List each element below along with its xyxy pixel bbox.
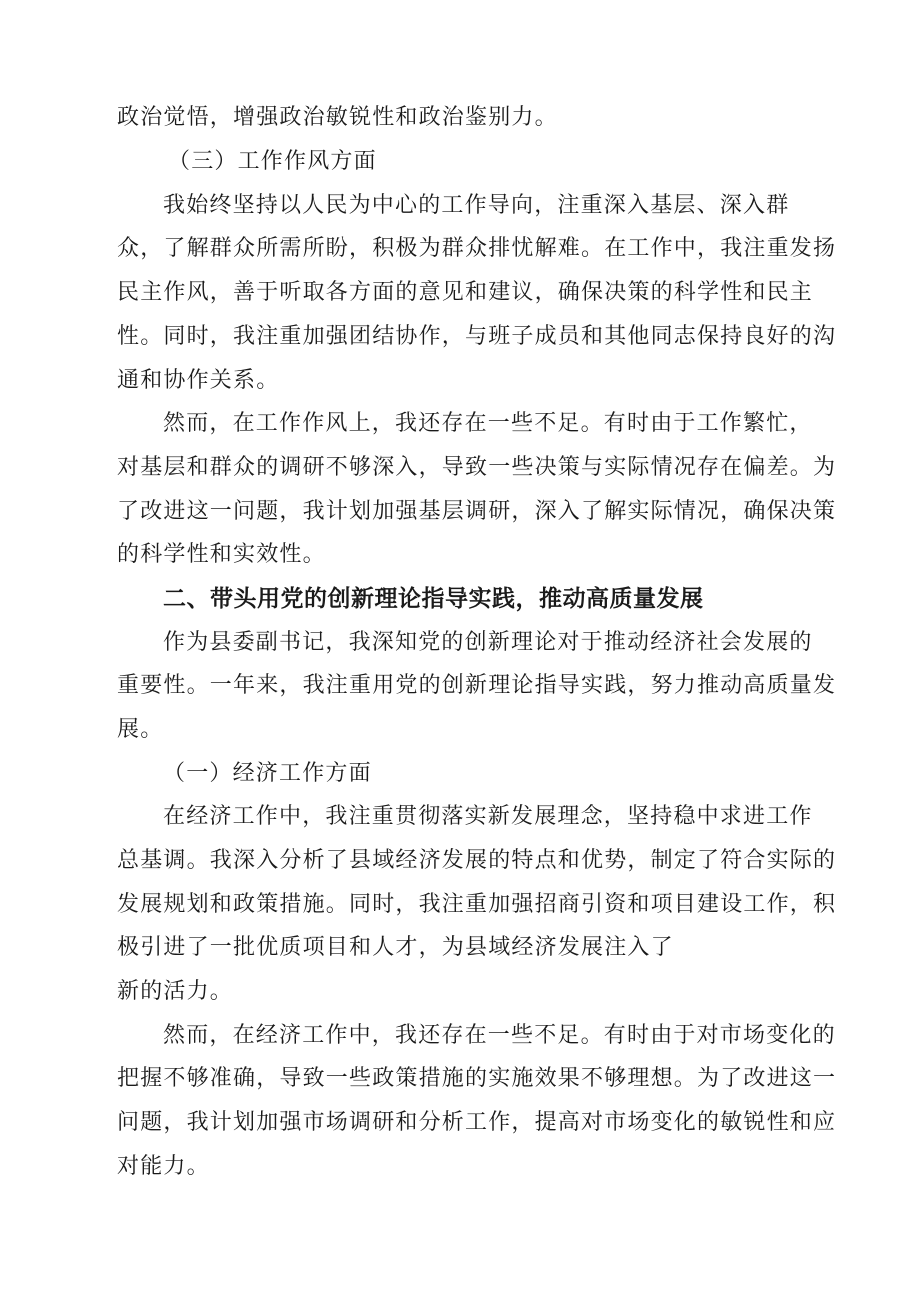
section-heading: （一）经济工作方面	[163, 761, 372, 786]
paragraph-line: 新的活力。	[117, 979, 234, 1004]
paragraph-line: 在经济工作中，我注重贯彻落实新发展理念，坚持稳中求进工作	[163, 804, 813, 829]
paragraph-line: 把握不够准确，导致一些政策措施的实施效果不够理想。为了改进这一	[117, 1066, 837, 1091]
paragraph-line: 了改进这一问题，我计划加强基层调研，深入了解实际情况，确保决策	[117, 499, 837, 524]
paragraph-line: 民主作风，善于听取各方面的意见和建议，确保决策的科学性和民主	[117, 280, 814, 305]
paragraph-line: 对基层和群众的调研不够深入，导致一些决策与实际情况存在偏差。为	[117, 455, 837, 480]
paragraph-line: 重要性。一年来，我注重用党的创新理论指导实践，努力推动高质量发	[117, 673, 837, 698]
paragraph-line: 极引进了一批优质项目和人才，为县域经济发展注入了	[117, 935, 674, 960]
paragraph-line: 政治觉悟，增强政治敏锐性和政治鉴别力。	[117, 105, 558, 130]
paragraph-line: 然而，在经济工作中，我还存在一些不足。有时由于对市场变化的	[163, 1023, 836, 1048]
paragraph-line: 展。	[117, 717, 164, 742]
paragraph-line: 发展规划和政策措施。同时，我注重加强招商引资和项目建设工作，积	[117, 892, 837, 917]
section-heading: （三）工作作风方面	[168, 149, 377, 174]
paragraph-line: 对能力。	[117, 1154, 210, 1179]
paragraph-line: 我始终坚持以人民为中心的工作导向，注重深入基层、深入群	[163, 193, 790, 218]
paragraph-line: 性。同时，我注重加强团结协作，与班子成员和其他同志保持良好的沟	[117, 324, 837, 349]
paragraph-line: 问题，我计划加强市场调研和分析工作，提高对市场变化的敏锐性和应	[117, 1110, 837, 1135]
paragraph-line: 作为县委副书记，我深知党的创新理论对于推动经济社会发展的	[163, 630, 813, 655]
chapter-heading: 二、带头用党的创新理论指导实践，推动高质量发展	[163, 586, 704, 612]
paragraph-line: 通和协作关系。	[117, 368, 280, 393]
paragraph-line: 的科学性和实效性。	[117, 542, 326, 567]
paragraph-line: 众，了解群众所需所盼，积极为群众排忧解难。在工作中，我注重发扬	[117, 236, 837, 261]
paragraph-line: 然而，在工作作风上，我还存在一些不足。有时由于工作繁忙，	[163, 411, 813, 436]
paragraph-line: 总基调。我深入分析了县域经济发展的特点和优势，制定了符合实际的	[117, 848, 837, 873]
